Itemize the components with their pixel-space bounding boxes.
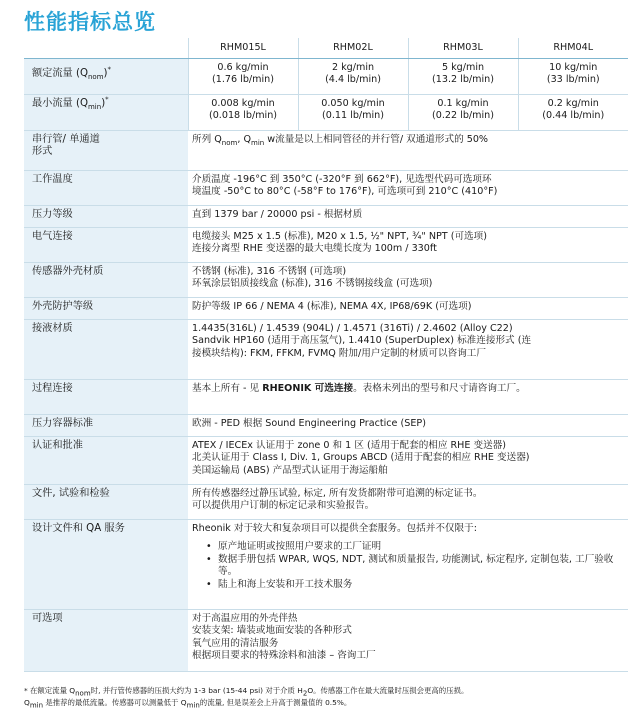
row-housing <box>24 263 628 298</box>
qa-bullet-1-text: 原产地证明或按照用户要求的工厂证明 <box>218 541 382 553</box>
vessel-value: 欧洲 - PED 根据 Sound Engineering Practice (SEP) <box>188 415 628 437</box>
temperature-value <box>188 171 628 206</box>
min-flow-footnote-mark: * <box>105 95 109 104</box>
row-pressure <box>24 206 628 228</box>
row-approvals <box>24 437 628 485</box>
testing-label: 文件, 试验和检验 <box>24 485 188 520</box>
bullet-icon: • <box>206 578 212 590</box>
row-options <box>24 610 628 672</box>
min-flow-label <box>24 95 188 131</box>
row-temperature <box>24 171 628 206</box>
nominal-flow-rhm02l-kg: 2 kg/min <box>331 62 375 73</box>
options-line1: 对于高温应用的外壳伴热 <box>192 613 298 624</box>
protection-value: 防护等级 IP 66 / NEMA 4 (标准), NEMA 4X, IP68/69K (可选项) <box>188 298 628 320</box>
nominal-flow-label-text: 额定流量 (Q <box>32 68 88 79</box>
footnote-p6: 的流量, 但是误差会上升高于测量值的 0.5%。 <box>199 698 352 707</box>
series-tube-value <box>188 131 628 171</box>
wetted-line1: 1.4435(316L) / 1.4539 (904L) / 1.4571 (316Ti) / 2.4602 (Alloy C22) <box>192 323 513 334</box>
min-flow-label-sub: min <box>87 103 102 112</box>
footnote-p4-sub: min <box>29 701 44 710</box>
series-tube-sub-b: min <box>251 138 265 147</box>
min-flow-rhm04l-lb: (0.44 lb/min) <box>542 110 605 122</box>
nominal-flow-rhm02l-lb: (4.4 lb/min) <box>325 74 381 86</box>
nominal-flow-label-close: ) <box>103 68 108 79</box>
temperature-label: 工作温度 <box>24 171 188 206</box>
header-blank <box>24 38 188 59</box>
vessel-label: 压力容器标准 <box>24 415 188 437</box>
options-line3: 氧气应用的清洁服务 <box>192 637 279 649</box>
nominal-flow-rhm015l-kg: 0.6 kg/min <box>217 62 269 73</box>
testing-line2: 可以提供用户订制的标定记录和实验报告。 <box>192 500 375 512</box>
min-flow-rhm02l-lb: (0.11 lb/min) <box>322 110 384 122</box>
housing-value <box>188 263 628 298</box>
series-tube-sub-a: nom <box>221 138 238 147</box>
nominal-flow-rhm03l-kg: 5 kg/min <box>441 62 485 73</box>
wetted-label: 接液材质 <box>24 320 188 380</box>
electrical-value <box>188 228 628 263</box>
qa-bullet-1 <box>206 541 624 553</box>
row-protection <box>24 298 628 320</box>
process-text-c: 。表格未列出的型号和尺寸请咨询工厂。 <box>353 383 526 394</box>
series-tube-label <box>24 131 188 171</box>
row-vessel <box>24 415 628 437</box>
wetted-value <box>188 320 628 380</box>
bullet-icon: • <box>206 553 212 565</box>
wetted-line2: Sandvik HP160 (适用于高压氢气), 1.4410 (SuperDuplex) 标准连接形式 (连 <box>192 335 532 347</box>
footnote-p2: 时, 并行管传感器的压损大约为 1-3 bar (15-44 psi) 对于介质 H <box>90 686 303 695</box>
process-text-a: 基本上所有 - 见 <box>192 383 263 394</box>
housing-label: 传感器外壳材质 <box>24 263 188 298</box>
options-line2: 安装支架: 墙装或地面安装的各种形式 <box>192 625 352 637</box>
footnote-p1-sub: nom <box>75 689 91 698</box>
qa-bullet-3-text: 陆上和海上安装和开工技术服务 <box>218 578 353 590</box>
approvals-line2: 北美认证用于 Class I, Div. 1, Groups ABCD (适用于配套的相应 RHE 变送器) <box>192 452 530 464</box>
protection-label: 外壳防护等级 <box>24 298 188 320</box>
testing-value <box>188 485 628 520</box>
wetted-line3: 接模块结构): FKM, FFKM, FVMQ 附加/用户定制的材质可以咨询工厂 <box>192 347 486 359</box>
footnote-p4: Q <box>24 698 30 707</box>
min-flow-rhm015l <box>188 95 298 131</box>
page-title: 性能指标总览 <box>24 10 156 34</box>
nominal-flow-rhm04l-lb: (33 lb/min) <box>546 74 600 86</box>
row-nominal-flow <box>24 59 628 95</box>
qa-bullet-3 <box>206 579 624 591</box>
series-tube-label-line1: 串行管/ 单通道 <box>32 134 100 145</box>
nominal-flow-label <box>24 59 188 95</box>
nominal-flow-rhm04l <box>518 59 628 95</box>
temperature-line1: 介质温度 -196°C 到 350°C (-320°F 到 662°F), 见选型代码可选项环 <box>192 174 492 185</box>
options-label: 可选项 <box>24 610 188 672</box>
approvals-line3: 美国运输局 (ABS) 产品型式认证用于海运船舶 <box>192 464 388 476</box>
min-flow-rhm04l-kg: 0.2 kg/min <box>547 98 599 109</box>
options-line4: 根据项目要求的特殊涂料和油漆 – 咨询工厂 <box>192 650 376 662</box>
column-header-rhm02l: RHM02L <box>298 38 408 59</box>
footnote <box>24 685 628 709</box>
housing-line2: 环氧涂层铝质接线盒 (标准), 316 不锈钢接线盒 (可选项) <box>192 278 433 290</box>
nominal-flow-label-sub: nom <box>87 73 104 82</box>
footnote-p5: 是推荐的最低流量。传感器可以测量低于 Q <box>43 698 187 707</box>
header-row <box>24 38 628 59</box>
rheonik-connections-reference: RHEONIK 可选连接 <box>262 383 354 394</box>
column-header-rhm04l: RHM04L <box>518 38 628 59</box>
column-header-rhm015l: RHM015L <box>188 38 298 59</box>
approvals-label: 认证和批准 <box>24 437 188 485</box>
process-label: 过程连接 <box>24 380 188 415</box>
series-tube-text-a: 所列 Q <box>192 134 222 145</box>
row-min-flow <box>24 95 628 131</box>
footnote-p3: O。传感器工作在最大流量时压损会更高的压损。 <box>307 686 469 695</box>
min-flow-rhm03l-lb: (0.22 lb/min) <box>432 110 494 122</box>
testing-line1: 所有传感器经过静压试验, 标定, 所有发货都附带可追溯的标定证书。 <box>192 488 483 499</box>
min-flow-label-close: ) <box>101 98 106 109</box>
nominal-flow-rhm015l-lb: (1.76 lb/min) <box>212 74 274 86</box>
row-qa <box>24 520 628 610</box>
qa-bullet-2 <box>206 554 624 579</box>
footnote-p5-sub: min <box>186 701 200 710</box>
min-flow-rhm03l <box>408 95 518 131</box>
approvals-line1: ATEX / IECEx 认证用于 zone 0 和 1 区 (适用于配套的相应 RHE 变送器) <box>192 440 507 451</box>
process-value <box>188 380 628 415</box>
bullet-icon: • <box>206 541 212 553</box>
row-testing <box>24 485 628 520</box>
housing-line1: 不锈钢 (标准), 316 不锈钢 (可选项) <box>192 266 347 277</box>
min-flow-rhm02l <box>298 95 408 131</box>
min-flow-rhm03l-kg: 0.1 kg/min <box>437 98 489 109</box>
series-tube-label-line2: 形式 <box>32 146 53 158</box>
electrical-label: 电气连接 <box>24 228 188 263</box>
qa-label: 设计文件和 QA 服务 <box>24 520 188 610</box>
footnote-p2-sub: 2 <box>302 689 308 698</box>
electrical-line1: 电缆接头 M25 x 1.5 (标准), M20 x 1.5, ½" NPT, ¾" NPT (可选项) <box>192 231 487 242</box>
nominal-flow-rhm03l-lb: (13.2 lb/min) <box>432 74 494 86</box>
row-series-tube <box>24 131 628 171</box>
row-electrical <box>24 228 628 263</box>
series-tube-text-c: w流量是以上相同管径的并行管/ 双通道形式的 50% <box>264 134 489 145</box>
electrical-line2: 连接分离型 RHE 变送器的最大电缆长度为 100m / 330ft <box>192 243 437 255</box>
nominal-flow-footnote-mark: * <box>107 65 112 74</box>
pressure-value: 直到 1379 bar / 20000 psi - 根据材质 <box>188 206 628 228</box>
pressure-label: 压力等级 <box>24 206 188 228</box>
nominal-flow-rhm03l <box>408 59 518 95</box>
min-flow-rhm015l-lb: (0.018 lb/min) <box>208 110 278 122</box>
footnote-p1: 在额定流量 Q <box>30 686 76 695</box>
nominal-flow-rhm015l <box>188 59 298 95</box>
min-flow-rhm015l-kg: 0.008 kg/min <box>211 98 275 109</box>
footnote-line1 <box>24 685 628 697</box>
nominal-flow-rhm02l <box>298 59 408 95</box>
footnote-mark: * <box>24 686 28 695</box>
footnote-line2 <box>24 697 628 709</box>
row-process <box>24 380 628 415</box>
qa-bullet-2-text: 数据手册包括 WPAR, WQS, NDT, 测试和质量报告, 功能测试, 标定程序, 定制包装, 工厂验收等。 <box>218 553 614 578</box>
min-flow-rhm04l <box>518 95 628 131</box>
temperature-line2: 境温度 -50°C to 80°C (-58°F to 176°F), 可选项可到 210°C (410°F) <box>192 186 498 198</box>
column-header-rhm03l: RHM03L <box>408 38 518 59</box>
row-wetted <box>24 320 628 380</box>
qa-intro: Rheonik 对于较大和复杂项目可以提供全套服务。包括并不仅限于: <box>192 523 477 534</box>
options-value <box>188 610 628 672</box>
nominal-flow-rhm04l-kg: 10 kg/min <box>549 62 598 73</box>
min-flow-rhm02l-kg: 0.050 kg/min <box>321 98 385 109</box>
qa-value <box>188 520 628 610</box>
min-flow-label-text: 最小流量 (Q <box>32 98 88 109</box>
performance-table <box>24 38 628 672</box>
approvals-value <box>188 437 628 485</box>
series-tube-text-b: , Q <box>237 134 251 145</box>
